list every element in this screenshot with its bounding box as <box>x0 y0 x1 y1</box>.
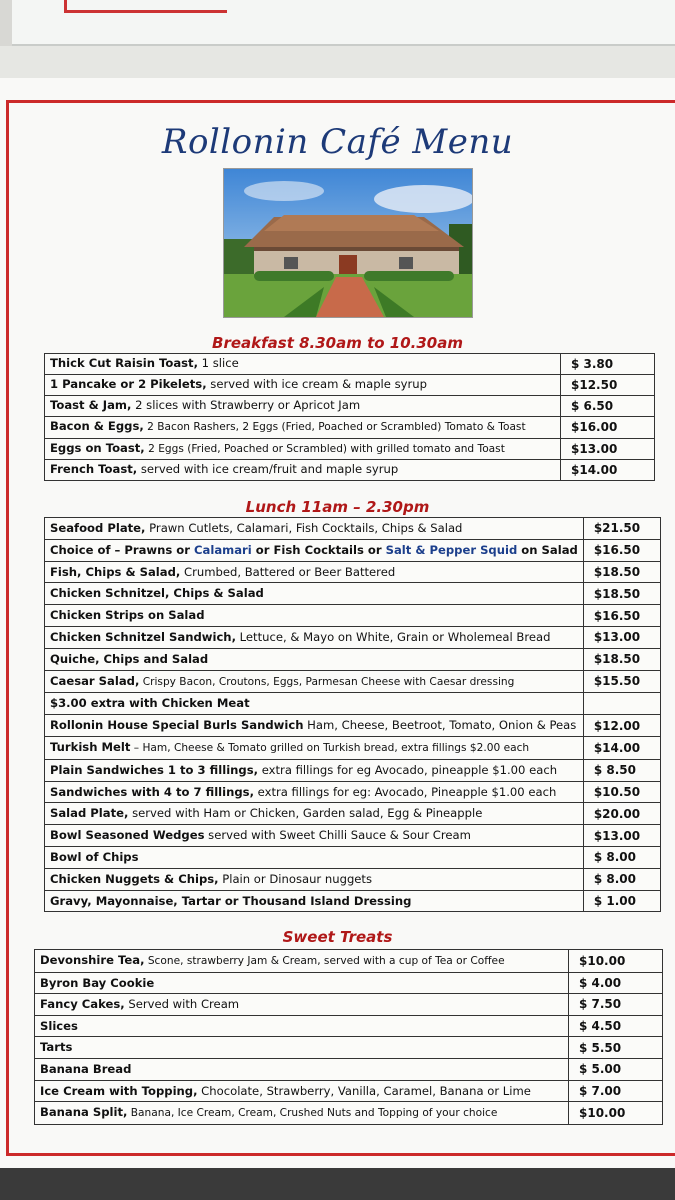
menu-row <box>45 605 661 627</box>
menu-row <box>45 693 661 715</box>
menu-row <box>45 375 655 396</box>
item-price: $ 8.00 <box>583 868 660 890</box>
item-description-cell <box>45 518 584 540</box>
menu-row <box>45 417 655 439</box>
item-description-cell <box>45 417 561 439</box>
sweets-heading: Sweet Treats <box>282 928 393 946</box>
item-price: $18.50 <box>583 561 660 583</box>
item-option: Salt & Pepper Squid <box>385 542 518 557</box>
item-name: Quiche, Chips and Salad <box>50 651 209 666</box>
item-name: French Toast, <box>50 462 138 477</box>
item-price: $13.00 <box>583 825 660 847</box>
item-name: Chicken Nuggets & Chips, <box>50 871 219 886</box>
item-price: $16.00 <box>561 417 655 439</box>
menu-row <box>45 715 661 737</box>
item-description-cell <box>35 972 569 994</box>
item-price: $12.00 <box>583 715 660 737</box>
previous-page-strip <box>12 0 675 46</box>
item-price: $ 3.80 <box>561 354 655 375</box>
item-description-cell <box>45 396 561 417</box>
item-name: Sandwiches with 4 to 7 fillings, <box>50 784 254 799</box>
menu-row <box>45 868 661 890</box>
item-description-cell <box>45 670 584 693</box>
item-price: $ 8.00 <box>583 846 660 868</box>
item-description-cell <box>45 846 584 868</box>
item-name: Chicken Schnitzel, Chips & Salad <box>50 586 264 601</box>
item-name: Ice Cream with Topping, <box>40 1083 198 1098</box>
item-name: 1 Pancake or 2 Pikelets, <box>50 377 207 392</box>
item-description-cell <box>35 1015 569 1037</box>
item-details: Lettuce, & Mayo on White, Grain or Wholemeal Bread <box>235 629 551 644</box>
item-details: extra fillings for eg Avocado, pineapple $1.00 each <box>258 762 558 777</box>
item-details: Banana, Ice Cream, Cream, Crushed Nuts and Topping of your choice <box>127 1107 498 1120</box>
item-description-cell <box>45 890 584 912</box>
menu-row <box>45 825 661 847</box>
lunch-table <box>44 517 661 912</box>
item-price: $10.50 <box>583 781 660 803</box>
item-description-cell <box>45 583 584 605</box>
item-details: Crispy Bacon, Croutons, Eggs, Parmesan Cheese with Caesar dressing <box>139 675 515 688</box>
menu-row <box>45 539 661 561</box>
item-option-joiner: or Fish Cocktails or <box>251 542 386 557</box>
menu-row <box>45 759 661 781</box>
item-option: Calamari <box>194 542 252 557</box>
item-description-cell <box>45 759 584 781</box>
item-price: $18.50 <box>583 583 660 605</box>
item-price: $21.50 <box>583 518 660 540</box>
item-name: Tarts <box>40 1040 73 1055</box>
item-name: Bacon & Eggs, <box>50 419 144 433</box>
item-name: Devonshire Tea, <box>40 953 145 967</box>
item-details: 2 slices with Strawberry or Apricot Jam <box>131 398 361 413</box>
item-description-cell <box>45 825 584 847</box>
item-description-cell <box>35 1080 569 1102</box>
item-price: $20.00 <box>583 803 660 825</box>
item-price: $ 6.50 <box>561 396 655 417</box>
item-details: extra fillings for eg: Avocado, Pineapple $1.00 each <box>253 784 557 799</box>
menu-row <box>45 670 661 693</box>
item-description-cell <box>45 539 584 561</box>
item-price: $ 5.50 <box>569 1037 663 1059</box>
table-surface <box>0 1168 675 1200</box>
item-details: 2 Eggs (Fried, Poached or Scrambled) with grilled tomato and Toast <box>144 442 505 455</box>
item-description-cell <box>35 950 569 973</box>
item-name: Fish, Chips & Salad, <box>50 564 181 579</box>
item-name: Slices <box>40 1018 78 1033</box>
item-price: $14.00 <box>583 736 660 759</box>
breakfast-heading: Breakfast 8.30am to 10.30am <box>212 334 463 352</box>
item-details: 1 slice <box>198 356 239 371</box>
item-name: Choice of – Prawns or <box>50 542 195 557</box>
menu-row <box>45 626 661 648</box>
item-price: $14.00 <box>561 460 655 481</box>
item-description-cell <box>35 1102 569 1125</box>
menu-row <box>45 648 661 670</box>
item-description-cell <box>35 994 569 1016</box>
menu-row <box>35 1037 663 1059</box>
item-name: Rollonin House Special Burls Sandwich <box>50 718 304 733</box>
menu-row <box>35 972 663 994</box>
item-description-cell <box>45 438 561 460</box>
item-details: Served with Cream <box>124 997 240 1012</box>
item-details: Chocolate, Strawberry, Vanilla, Caramel, Banana or Lime <box>197 1083 531 1098</box>
item-description-cell <box>45 561 584 583</box>
item-description-cell <box>35 1058 569 1080</box>
item-name: Fancy Cakes, <box>40 997 125 1012</box>
menu-row <box>45 846 661 868</box>
item-description-cell <box>45 693 584 715</box>
item-name: Gravy, Mayonnaise, Tartar or Thousand Island Dressing <box>50 893 412 908</box>
item-description-cell <box>35 1037 569 1059</box>
item-description-cell <box>45 605 584 627</box>
item-price: $ 8.50 <box>583 759 660 781</box>
item-name: Thick Cut Raisin Toast, <box>50 356 198 371</box>
sweets-table <box>34 949 663 1125</box>
item-price: $ 7.50 <box>569 994 663 1016</box>
item-description-cell <box>45 460 561 481</box>
item-details: – Ham, Cheese & Tomato grilled on Turkish bread, extra fillings $2.00 each <box>130 741 530 754</box>
item-name: Byron Bay Cookie <box>40 975 155 990</box>
item-price: $ 5.00 <box>569 1058 663 1080</box>
menu-row <box>35 994 663 1016</box>
item-description-cell <box>45 375 561 396</box>
item-price: $ 4.00 <box>569 972 663 994</box>
item-price: $18.50 <box>583 648 660 670</box>
item-details: Prawn Cutlets, Calamari, Fish Cocktails, Chips & Salad <box>145 521 463 535</box>
item-name: Seafood Plate, <box>50 521 146 535</box>
item-price: $12.50 <box>561 375 655 396</box>
item-details: served with Sweet Chilli Sauce & Sour Cream <box>204 828 471 843</box>
house-illustration <box>224 169 472 317</box>
item-price: $ 7.00 <box>569 1080 663 1102</box>
red-border-fragment <box>64 0 227 13</box>
item-option-suffix: on Salad <box>517 542 578 557</box>
item-description-cell <box>45 803 584 825</box>
item-description-cell <box>45 354 561 375</box>
item-name: Salad Plate, <box>50 806 129 821</box>
breakfast-table <box>44 353 655 481</box>
item-name: Bowl of Chips <box>50 849 139 864</box>
menu-row <box>45 460 655 481</box>
menu-row <box>45 518 661 540</box>
item-details: Ham, Cheese, Beetroot, Tomato, Onion & Peas <box>303 718 577 733</box>
menu-row <box>45 803 661 825</box>
menu-row <box>45 396 655 417</box>
item-name: Turkish Melt <box>50 739 131 754</box>
menu-row <box>45 561 661 583</box>
item-name: Bowl Seasoned Wedges <box>50 828 205 843</box>
item-description-cell <box>45 736 584 759</box>
item-description-cell <box>45 868 584 890</box>
menu-title: Rollonin Café Menu <box>161 122 514 162</box>
item-price: $16.50 <box>583 539 660 561</box>
item-price: $ 1.00 <box>583 890 660 912</box>
menu-row <box>35 950 663 973</box>
item-price: $ 4.50 <box>569 1015 663 1037</box>
menu-row <box>35 1080 663 1102</box>
item-name: Plain Sandwiches 1 to 3 fillings, <box>50 762 259 777</box>
item-details: Plain or Dinosaur nuggets <box>218 871 373 886</box>
item-price: $10.00 <box>569 1102 663 1125</box>
menu-row <box>45 438 655 460</box>
menu-row <box>35 1015 663 1037</box>
item-price: $13.00 <box>583 626 660 648</box>
menu-row <box>45 781 661 803</box>
item-name: Chicken Schnitzel Sandwich, <box>50 629 236 644</box>
item-name: Chicken Strips on Salad <box>50 608 205 623</box>
item-price: $10.00 <box>569 950 663 973</box>
menu-row <box>45 890 661 912</box>
item-price <box>583 693 660 715</box>
item-description-cell <box>45 626 584 648</box>
item-name: Eggs on Toast, <box>50 440 145 455</box>
menu-row <box>35 1058 663 1080</box>
item-price: $15.50 <box>583 670 660 693</box>
menu-row <box>35 1102 663 1125</box>
item-description-cell <box>45 648 584 670</box>
item-details: Crumbed, Battered or Beer Battered <box>180 564 396 579</box>
sleeve-gap <box>0 46 675 78</box>
item-details: served with ice cream/fruit and maple syrup <box>137 462 399 477</box>
item-details: served with ice cream & maple syrup <box>206 377 427 392</box>
item-name: Toast & Jam, <box>50 398 132 413</box>
item-description-cell <box>45 715 584 737</box>
cafe-house-photo <box>223 168 473 318</box>
item-price: $13.00 <box>561 438 655 460</box>
item-name: Caesar Salad, <box>50 673 140 688</box>
item-description-cell <box>45 781 584 803</box>
item-name: Banana Bread <box>40 1061 132 1076</box>
item-details: Scone, strawberry Jam & Cream, served with a cup of Tea or Coffee <box>144 955 505 967</box>
item-name: $3.00 extra with Chicken Meat <box>50 696 250 711</box>
menu-row <box>45 736 661 759</box>
menu-row <box>45 583 661 605</box>
lunch-heading: Lunch 11am – 2.30pm <box>245 498 430 516</box>
item-price: $16.50 <box>583 605 660 627</box>
item-details: 2 Bacon Rashers, 2 Eggs (Fried, Poached or Scrambled) Tomato & Toast <box>143 421 526 433</box>
menu-row <box>45 354 655 375</box>
item-name: Banana Split, <box>40 1105 128 1120</box>
item-details: served with Ham or Chicken, Garden salad, Egg & Pineapple <box>128 806 483 821</box>
